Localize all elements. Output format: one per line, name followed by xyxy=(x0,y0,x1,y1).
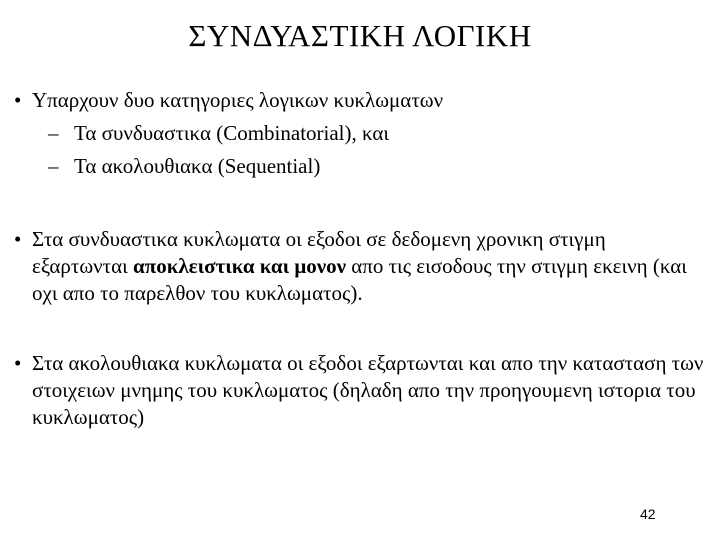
subitem-marker: – xyxy=(48,121,59,145)
bullet-marker: • xyxy=(14,227,22,251)
bullet-text-part: απο τις εισοδους την στιγμη εκεινη (και οχι απο το παρελθον του κυκλωματος). xyxy=(32,254,687,305)
bullet-text xyxy=(32,226,704,307)
subitem-text: Τα συνδυαστικα (Combinatorial), και xyxy=(74,121,390,145)
bullet-text: Υπαρχουν δυο κατηγοριες λογικων κυκλωματων xyxy=(32,88,444,112)
bullet-marker: • xyxy=(14,351,22,375)
bullet-text-part: Στα συνδυαστικα κυκλωματα οι εξοδοι σε δεδομενη χρονικη στιγμη εξαρτωνται xyxy=(32,227,606,278)
slide-title: ΣΥΝΔΥΑΣΤΙΚΗ ΛΟΓΙΚΗ xyxy=(188,18,532,53)
subitem-marker: – xyxy=(48,154,59,178)
page-number: 42 xyxy=(640,506,656,522)
subitem-text: Τα ακολουθιακα (Sequential) xyxy=(74,154,321,178)
bullet-text: Στα ακολουθιακα κυκλωματα οι εξοδοι εξαρτωνται και απο την κατασταση των στοιχειων μνημης του κυκλωματος (δηλαδη απο την προηγουμενη ιστορια του κυκλωματος) xyxy=(32,351,704,429)
bullet-marker: • xyxy=(14,88,22,112)
bullet-text-emphasis: αποκλειστικα και μονον xyxy=(132,254,347,278)
